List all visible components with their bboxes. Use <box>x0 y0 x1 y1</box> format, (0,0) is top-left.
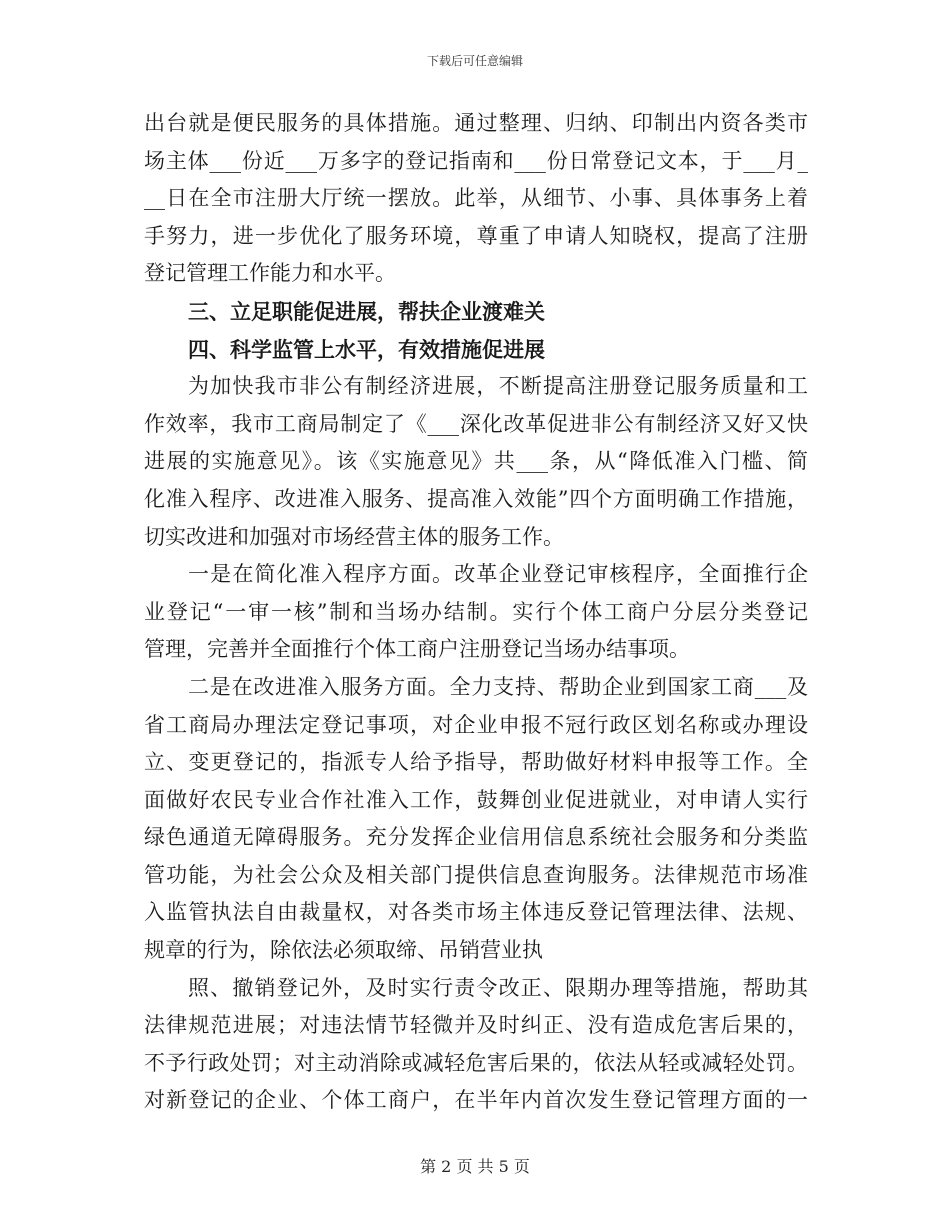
page-header-note: 下载后可任意编辑 <box>426 54 523 68</box>
paragraph-line: __日在全市注册大厅统一摆放。此举，从细节、小事、具体事务上着 <box>144 186 808 211</box>
document-body <box>144 105 808 1120</box>
paragraph-line: 进展的实施意见》。该《实施意见》共___条，从“降低准入门槛、简 <box>144 449 808 474</box>
paragraph-line: 场主体___份近___万多字的登记指南和___份日常登记文本，于___月_ <box>144 148 808 173</box>
paragraph-line: 为加快我市非公有制经济进展，不断提高注册登记服务质量和工 <box>188 374 808 399</box>
section-heading-4: 四、科学监管上水平，有效措施促进展 <box>188 336 545 362</box>
paragraph-line: 化准入程序、改进准入服务、提高准入效能”四个方面明确工作措施， <box>144 486 808 511</box>
paragraph-line: 绿色通道无障碍服务。充分发挥企业信用信息系统社会服务和分类监 <box>144 825 808 850</box>
paragraph-line: 作效率，我市工商局制定了《___深化改革促进非公有制经济又好又快 <box>144 411 808 436</box>
paragraph-line: 出台就是便民服务的具体措施。通过整理、归纳、印制出内资各类市 <box>144 111 808 135</box>
paragraph-line: 管功能，为社会公众及相关部门提供信息查询服务。法律规范市场准 <box>144 862 808 887</box>
paragraph-line: 不予行政处罚；对主动消除或减轻危害后果的，依法从轻或减轻处罚。 <box>144 1050 808 1075</box>
paragraph-line: 面做好农民专业合作社准入工作，鼓舞创业促进就业，对申请人实行 <box>144 787 808 812</box>
paragraph-line: 立、变更登记的，指派专人给予指导，帮助做好材料申报等工作。全 <box>144 750 808 775</box>
paragraph-line: 切实改进和加强对市场经营主体的服务工作。 <box>144 524 564 549</box>
paragraph-line: 管理，完善并全面推行个体工商户注册登记当场办结事项。 <box>144 637 690 662</box>
paragraph-line: 规章的行为，除依法必须取缔、吊销营业执 <box>144 938 543 963</box>
paragraph-line: 一是在简化准入程序方面。改革企业登记审核程序，全面推行企 <box>188 562 808 587</box>
paragraph-line: 入监管执法自由裁量权，对各类市场主体违反登记管理法律、法规、 <box>144 900 808 925</box>
paragraph-line: 法律规范进展；对违法情节轻微并及时纠正、没有造成危害后果的， <box>144 1013 808 1038</box>
paragraph-line: 业登记“一审一核”制和当场办结制。实行个体工商户分层分类登记 <box>144 599 808 624</box>
paragraph-line: 二是在改进准入服务方面。全力支持、帮助企业到国家工商___及 <box>188 674 808 699</box>
paragraph-line: 照、撤销登记外，及时实行责令改正、限期办理等措施，帮助其 <box>188 975 808 1000</box>
paragraph-line: 省工商局办理法定登记事项，对企业申报不冠行政区划名称或办理设 <box>144 712 808 737</box>
section-heading-3: 三、立足职能促进展，帮扶企业渡难关 <box>188 298 545 324</box>
paragraph-line: 对新登记的企业、个体工商户，在半年内首次发生登记管理方面的一 <box>144 1088 808 1113</box>
paragraph-line: 手努力，进一步优化了服务环境，尊重了申请人知晓权，提高了注册 <box>144 223 808 248</box>
page-number: 第 2 页 共 5 页 <box>420 1157 530 1176</box>
paragraph-line: 登记管理工作能力和水平。 <box>144 261 396 286</box>
